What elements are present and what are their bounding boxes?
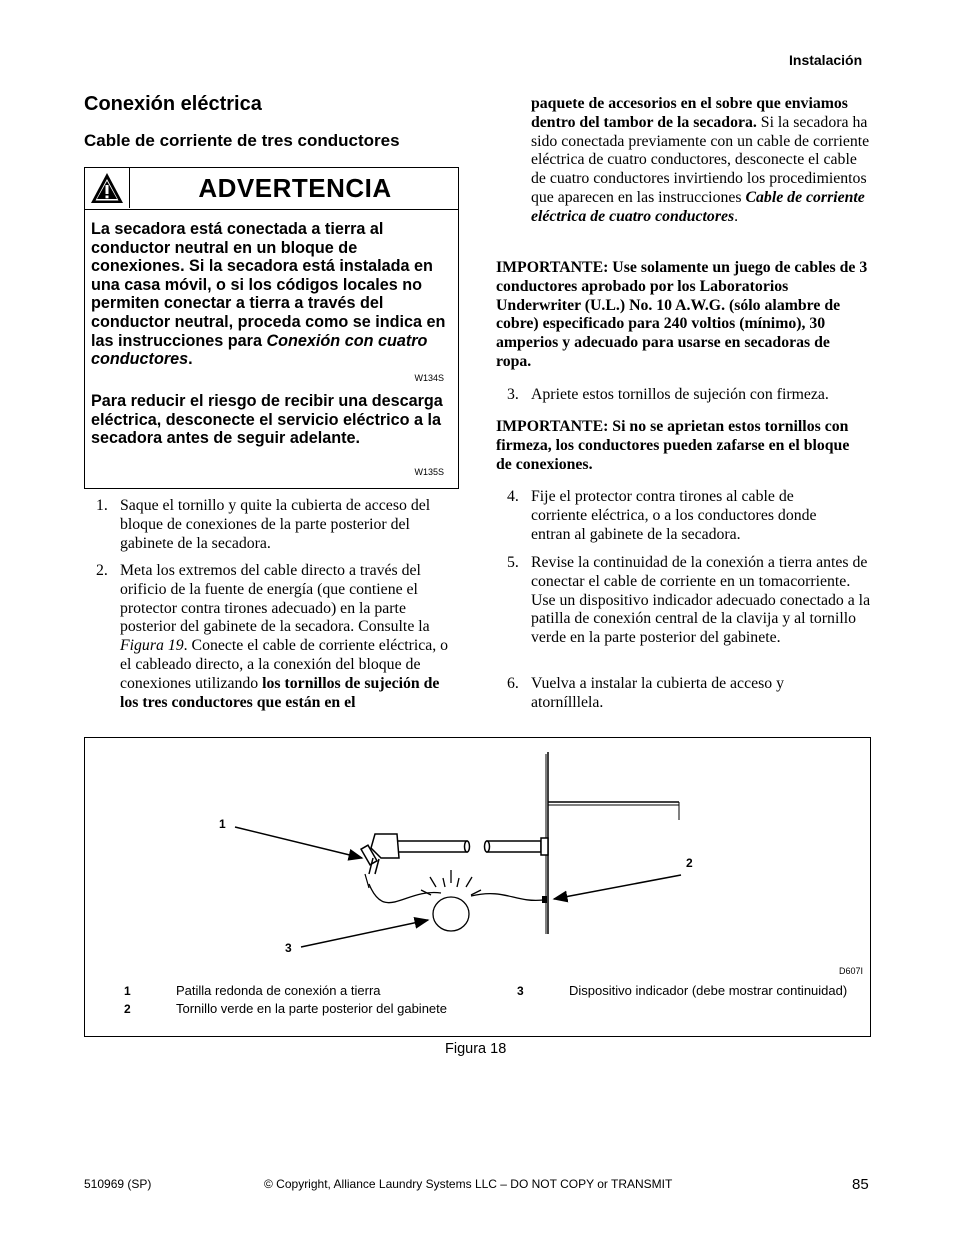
wiring-diagram xyxy=(85,738,872,1038)
legend-text-1: Patilla redonda de conexión a tierra xyxy=(176,983,381,998)
copyright-notice: © Copyright, Alliance Laundry Systems LLC – DO NOT COPY or TRANSMIT xyxy=(264,1177,673,1191)
warning-link-four-conductor: Conexión con cuatro conductores xyxy=(91,331,428,369)
warning-title: ADVERTENCIA xyxy=(198,173,392,203)
warning-header xyxy=(85,168,458,210)
callout-2: 2 xyxy=(686,856,693,870)
step-number: 3. xyxy=(507,386,519,403)
indicator-device-icon xyxy=(369,870,543,931)
figure-reference: Figura 19 xyxy=(120,637,184,655)
section-header: Instalación xyxy=(789,52,863,68)
dryer-cabinet xyxy=(546,752,679,934)
step-2-continued: paquete de accesorios en el sobre que enviamos dentro del tambor de la secadora. Si la secadora ha sido conectada previamente con un cable de corriente eléctrica de cuatro conductores, desconecte el cable de cuatro conductores invirtiendo los procedimientos que aparecen en las instrucciones Cable de corriente eléctrica de cuatro conductores. xyxy=(531,95,870,225)
step-text: Vuelva a instalar la cubierta de acceso y atornílllela. xyxy=(531,675,784,711)
step-text: Apriete estos tornillos de sujeción con firmeza. xyxy=(531,386,829,403)
step-text: Saque el tornillo y quite la cubierta de acceso del bloque de conexiones de la parte posterior del gabinete de la secadora. xyxy=(120,497,431,552)
warning-triangle-icon xyxy=(85,168,129,208)
step-text: Meta los extremos del cable directo a través del orificio de la fuente de energía (que contiene el protector contra tirones adecuado) en la parte posterior del gabinete de la secadora. Consulte la Figura 19. Conecte el cable de corriente eléctrica, o el cableado directo, a la conexión del bloque de conexiones utilizando los tornillos de sujeción de los tres conductores que están en el xyxy=(120,562,449,711)
warning-paragraph-1: La secadora está conectada a tierra al conductor neutral en un bloque de conexiones. Si la secadora está instalada en una casa móvil, o si los códigos locales no permiten conectar a tierra a través del conductor neutral, proceda como se indica en las instrucciones para Conexión con cuatro conductores. xyxy=(91,220,446,369)
warning-box xyxy=(84,167,459,489)
page-title: Conexión eléctrica xyxy=(84,93,262,115)
warning-icon-cell xyxy=(85,168,130,208)
callout-3: 3 xyxy=(285,941,292,955)
step-number: 4. xyxy=(507,488,519,505)
warning-text-1: La secadora está conectada a tierra al conductor neutral en un bloque de conexiones. Si la secadora está instalada en una casa móvil, o si los códigos locales no permiten conectar a tierra a través del conductor neutral, proceda como se indica en las instrucciones para xyxy=(91,220,446,350)
step-number: 1. xyxy=(96,497,108,514)
legend-number-2: 2 xyxy=(124,1002,131,1016)
step-text: Fije el protector contra tirones al cable de corriente eléctrica, o a los conductores donde entran al gabinete de la secadora. xyxy=(531,488,817,543)
step-number: 2. xyxy=(96,562,108,579)
figure-caption: Figura 18 xyxy=(445,1041,507,1057)
power-cord xyxy=(395,838,548,855)
green-screw-icon xyxy=(542,896,547,903)
page-number: 85 xyxy=(852,1176,869,1193)
important-note-2: IMPORTANTE: Si no se aprietan estos tornillos con firmeza, los conductores pueden zafarse en el bloque de conexiones. xyxy=(496,418,850,473)
step-text: Revise la continuidad de la conexión a tierra antes de conectar el cable de corriente en un tomacorriente. Use un dispositivo indicador adecuado conectado a la patilla de conexión central de la clavija y al tornillo verde en la parte posterior del gabinete. xyxy=(531,554,871,647)
doc-number: 510969 (SP) xyxy=(84,1177,152,1191)
figure-code: D607I xyxy=(839,966,864,976)
legend-text-2: Tornillo verde en la parte posterior del gabinete xyxy=(176,1001,448,1016)
legend-number-1: 1 xyxy=(124,984,131,998)
warning-code-2: W135S xyxy=(414,467,444,477)
step-number: 5. xyxy=(507,554,519,571)
plug-icon xyxy=(361,834,399,888)
legend-number-3: 3 xyxy=(517,984,524,998)
section-subtitle: Cable de corriente de tres conductores xyxy=(84,131,400,150)
callout-1: 1 xyxy=(219,817,226,831)
warning-paragraph-2: Para reducir el riesgo de recibir una descarga eléctrica, desconecte el servicio eléctrico a la secadora antes de seguir adelante. xyxy=(91,392,443,448)
important-note-1: IMPORTANTE: Use solamente un juego de cables de 3 conductores aprobado por los Laboratorios Underwriter (U.L.) No. 10 A.W.G. (sólo alambre de cobre) especificado para 240 voltios (mínimo), 30 amperios y adecuado para usarse en secadoras de ropa. xyxy=(496,259,868,370)
warning-code-1: W134S xyxy=(414,373,444,383)
figure-reference-4-conductor: Cable de corriente eléctrica de cuatro conductores xyxy=(531,188,865,225)
legend-text-3: Dispositivo indicador (debe mostrar continuidad) xyxy=(569,983,848,998)
step-number: 6. xyxy=(507,675,519,692)
figure-box xyxy=(84,737,871,1037)
